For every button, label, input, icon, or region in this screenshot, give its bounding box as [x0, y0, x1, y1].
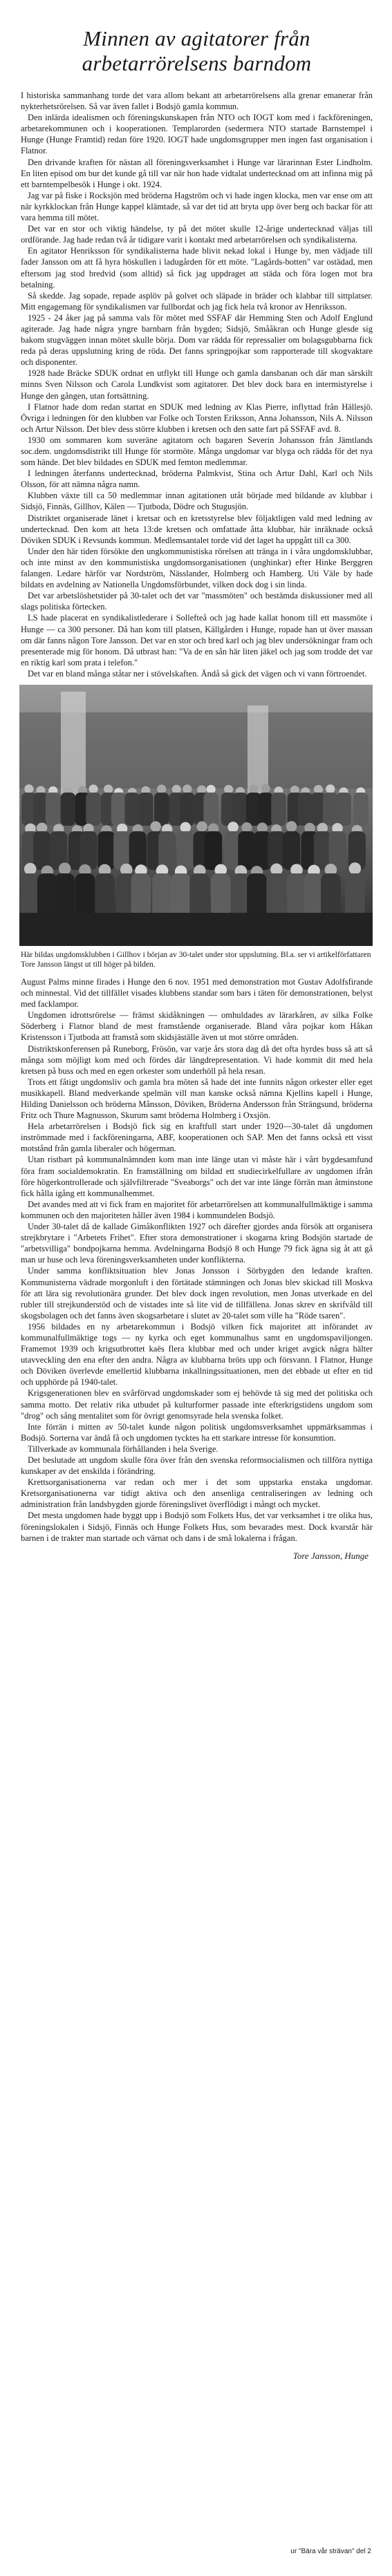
- article-paragraph: Inte förrän i mitten av 50-talet kunde någon politisk ungdomsverksamhet uppmärksammas i Bodsjö. Sorterna var ändå få och ungdomen tycktes ha ett starkare intresse för konsumtion.: [21, 1421, 373, 1443]
- photo-caption: Här bildas ungdomsklubben i Gillhov i början av 30-talet under stor uppslutning. Bl.a. ser vi artikelförfattaren Tore Jansson längst ut till höger på bilden.: [21, 950, 371, 969]
- source-note: ur "Bära vår strävan" del 2: [290, 2548, 371, 2555]
- article-paragraph: LS hade placerat en syndikalistlederare i Sollefteå och jag hade kallat honom till ett massmöte i Hunge — ca 300 personer. Då han kom till platsen, Källgården i Hunge, ropade han ut över massan om där fanns någon Tore Jansson. Det var en stor och bred karl och jag blev undersökningar fram och presenterade mig för honom. Då utbrast han: "Va de en sån här liten jäkel och jag som trodde det var en riktig karl som prata i telefon.": [21, 613, 373, 667]
- article-paragraph: Det var en stor och viktig händelse, ty på det mötet skulle 12-årige undertecknad väljas till ordförande. Jag hade redan två år tidigare varit i kontakt med arbetarrörelsen och syndikalisterna.: [21, 224, 373, 245]
- article-title-line-2: arbetarrörelsens barndom: [82, 51, 312, 75]
- article-paragraph: I ledningen återfanns undertecknad, bröderna Palmkvist, Stina och Artur Dahl, Karl och Nils Olsson, för att nämna några namn.: [21, 468, 373, 490]
- article-paragraph: Under 30-talet då de kallade Gimåkonflikten 1927 och därefter gjordes anda försök att organisera strejkbrytare i "Arbetets Frihet". Efter stora demonstrationer i skogarna kring Bodsjön startade de "arbetsvilliga" bondpojkarna hemma. Avdelningarna Bodsjö 8 och Hunge 79 fick ägna sig åt att gå man ur huse och leva föreningsverksamheten under konflikterna.: [21, 1222, 373, 1265]
- article-paragraph: Jag var på fiske i Rocksjön med bröderna Hagström och vi hade ingen klocka, men var ense om att när kyrkklockan från Hunge kappel klämtade, så var det tid att bryta upp över berg och backar för att vara hemma till mötet.: [21, 190, 373, 223]
- article-paragraph: 1928 hade Bräcke SDUK ordnat en utflykt till Hunge och gamla dansbanan och där man särskilt minns Sven Nilsson och Carola Lundkvist som agitatorer. Det blev dock bara en intermistyrelse i Hunge den gången, utan fortsättning.: [21, 368, 373, 401]
- article-paragraph: Den drivande kraften för nästan all föreningsverksamhet i Hunge var lärarinnan Ester Lindholm. En liten episod om bur det kunde gå till var när hon hade vidtalat undertecknad om att infinna mig på ett barntempelbesök i Hunge i okt. 1924.: [21, 157, 373, 189]
- article-paragraph: Distriktskonferensen på Runeborg, Frösön, var varje års stora dag då det ofta hyrdes buss så att så många som möjligt kom med och fördes där längdrepresentation. Vi hade kommit dit med hela kretsen på buss och med en egen orkester som underhöll på hela resan.: [21, 1043, 373, 1076]
- article-paragraph: Under samma konfliktsituation blev Jonas Jonsson i Sörbygden den ledande kraften. Kommunisterna vädrade morgonluft i den förtätade stämningen och Jonas blev skickad till Moskva för att lära sig revolutionära grunder. Det blev dock ingen revolution, men Jonas utverkade en del rubler till strejkunderstöd och de vistades inte så lite vid de tillfällena. Jonas skrev en skrifvåld till skogsbolagen och det fanns även skogsarbetare i slutet av 20-talet som ville ha "Röde tsaren".: [21, 1266, 373, 1320]
- article-paragraph: En agitator Henriksson för syndikalisterna hade blivit nekad lokal i Hunge by, men vädjade till fader Jansson om att få hyra höskullen i ladugården för ett möte. "Lagårds-botten" var ostädad, men eftersom jag stod bredvid (som alltid) så fick jag uppdraget att städa och föra logen mot bra betalning.: [21, 246, 373, 290]
- article-paragraph: Det beslutade att ungdom skulle föra över från den svenska reformsocialismen och tillföra nyttiga kunskaper av det enskilda i förändring.: [21, 1455, 373, 1477]
- article-paragraph: Distriktet organiserade länet i kretsar och en kretsstyrelse blev följaktligen vald med ledning av undertecknad. Den kom att heta 13:de kretsen och omfattade åtta klubbar, här inräknade också Döviken SDUK i Revsunds kommun. Medlemsantalet torde vid det laget ha uppgått till ca 300.: [21, 513, 373, 545]
- article-paragraph: Hela arbetarrörelsen i Bodsjö fick sig en kraftfull start under 1920—30-talet då ungdomen inströmmade med i fackföreningarna, ABF, kooperationen och SAP. Men det fanns också ett visst motstånd från gamla liberaler och högerman.: [21, 1121, 373, 1154]
- article-paragraph: Det avandes med att vi fick fram en majoritet för arbetarrörelsen att kommunalfullmäktige i samma kommunen och den majoriteten håller även 1984 i kommundelen Bodsjö.: [21, 1199, 373, 1220]
- article-paragraph: Det var arbetslöshetstider på 30-talet och det var "massmöten" och bestämda diskussioner med all slags politiska förtecken.: [21, 591, 373, 612]
- article-paragraph: I Flatnor hade dom redan startat en SDUK med ledning av Klas Pierre, inflyttad från Hällesjö. Övriga i ledningen för den klubben var Folke och Torsten Eriksson, Anna Johansson, Nils A. Nilsson och Artur Nilsson. Det blev dess större klubben i kretsen och den satte fart på SSFAF avd. 8.: [21, 401, 373, 434]
- article-paragraph: August Palms minne firades i Hunge den 6 nov. 1951 med demonstration mot Gustav Adolfsfirande och minnestal. Vid det tillfället visades klubbens standar som bars i täten för demonstrationen, belyst med facklampor.: [21, 976, 373, 1010]
- article-paragraph: Det mesta ungdomen hade byggt upp i Bodsjö som Folkets Hus, det var verksamhet i tre olika hus, föreningslokalen i Sidsjö, Finnäs och Hunge Folkets Hus, som bevarades mest. Dock kvarstår här barnen i de trakter man startade och värnat och dans i de små lokalerna i frågan.: [21, 1510, 373, 1543]
- article-paragraph: Under den här tiden försökte den ungkommunistiska rörelsen att tränga in i våra ungdomsklubbar, och inte minst av den kommunistiska ungdomsorganisationen (unghinkar) efter Hinke Berggren falangen. Ledare härför var Nordström, Nässlander, Holmberg och Hamberg. Uti Väle by hade bildats en avdelning av Nationella Ungdomsförbundet, vilken dock dog i sin linda.: [21, 546, 373, 590]
- article-paragraph: 1930 om sommaren kom suveräne agitatorn och bagaren Severin Johansson från Jämtlands soc.dem. ungdomsdistrikt till Hunge för stormöte. Många ungdomar var blyga och rädda för det nya som hände. Det blev bildades en SDUK med femton medlemmar.: [21, 435, 373, 468]
- article-paragraph: I historiska sammanhang torde det vara allom bekant att arbetarrörelsens alla grenar emanerar från nykterhetsrörelsen. Så var även fallet i Bodsjö gamla kommun.: [21, 91, 373, 112]
- crowd-of-people: [20, 784, 368, 918]
- article-body-before-photo: [21, 90, 373, 679]
- article-paragraph: Krettsorganisationerna var redan och mer i det som uppstarka enstaka ungdomar. Kretsorganisationerna var tidigt aktiva och den ansenliga centraliseringen av ledning och administration från landsbygden gjorde föreningslivet överflödigt i mångt och mycket.: [21, 1477, 373, 1510]
- article-body-after-photo: [21, 976, 373, 1544]
- article-paragraph: Trots ett fåtigt ungdomsliv och gamla bra möten så hade det inte funnits någon orkester eller eget musikkapell. Bland medverkande spelmän vill man kanske också nämna Kjellins kapell i Hunge, Hilding Danielsson och bröderna Månsson, Döviken, Bröderna Andersson från Strängsund, bröderna Fritz och Thure Magnusson, Skurum samt bröderna Holmberg i Oxsjön.: [21, 1077, 373, 1121]
- article-paragraph: Utan ristbart på kommunalnämnden kom man inte länge utan vi måste här i vårt bygdesamfund föra fram socialdemokratin. En framställning om bildad ett studiecirkelfullare av ungdomen ifrån före högerkontrollerade och självfiltrerade "Sveaborgs" och det var inte länge förrän man åtminstone fick hålla igång ett kommunalhemmet.: [21, 1155, 373, 1198]
- group-photo: [19, 685, 373, 946]
- article-paragraph: Så skedde. Jag sopade, repade asplöv på golvet och släpade in bräder och klabbar till sittplatser. Mitt engagemang för syndikalismen var fullbordat och jag fick hela två kronor av Henriksson.: [21, 290, 373, 312]
- article-paragraph: Den inlärda idealismen och föreningskunskapen från NTO och IOGT kom med i fackföreningen, arbetarekommunen och i kooperationen. Templarorden (sedermera NTO startade Barnstempel i Hunge (Hunge Framtid) redan före 1920. IOGT hade ungdomsgrupper men ingen fast organisation i Flatnor.: [21, 113, 373, 156]
- article-title: [21, 26, 373, 76]
- article-paragraph: Klubben växte till ca 50 medlemmar innan agitationen utåt började med bildande av klubbar i Sidsjö, Finnäs, Gillhov, Kälen — Tjutboda, Dödre och Stugusjön.: [21, 491, 373, 512]
- article-title-line-1: Minnen av agitatorer från: [83, 26, 310, 50]
- article-paragraph: Det var en bland många ståtar ner i stövelskaften. Ändå så gick det vägen och vi vann förtroendet.: [28, 668, 367, 679]
- article-paragraph: Tillverkade av kommunala förhållanden i hela Sverige.: [28, 1443, 218, 1454]
- article-paragraph: Krigsgenerationen blev en svårförvad ungdomskader som ej behövde tä sig med det politiska och samma motto. Det relativ rika utbudet på kulturformer passade inte efterkrigstidens ungdom som "drog" och sång mentalitet som för övrigt genomsyrade hela svenska folket.: [21, 1388, 373, 1421]
- article-paragraph: Ungdomen idrottsrörelse — främst skidåkningen — omhuldades av lärarkåren, av silka Folke Söderberg i Flatnor bland de mest framstående organiserade. Bland våra pojkar kom Håkan Kristensson i Tjutboda att framstå som skidsjäställe även ut mot större områden.: [21, 1010, 373, 1043]
- article-paragraph: 1956 bildades en ny arbetarekommun i Bodsjö vilken fick majoritet att införandet av kommunalfullmäktige togs — ny kyrka och eget kommunalhus samt en ungdomspaviljongen. Framemot 1939 och krigsutbrottet kaës flera klubbar med och under kriget avgick några hälter utavveckling den ena efter den andra. Några av klubbarna bröts upp och försvann. I Flatnor, Hunge och Döviken överlevde emellertid klubbarna inkallningssituationen, men det ebbade ut efter en tid och upphörde på 1940-talet.: [21, 1321, 373, 1388]
- article-paragraph: 1925 - 24 åker jag på samma vals för mötet med SSFAF där Hemming Sten och Adolf Englund agiterade. Jag hade några yngre barnbarn från bygden; Sidsjö, Smååkran och Hunge glesde sig bakom stugväggen innan mötet skulle börja. Dom var rädda för repressalier om bolagsgubbarna fick reda på deras uppslutning kring de röda. Det fanns springpojkar som rapporterade till skogvaktare och disponenter.: [21, 312, 373, 368]
- author-signature: Tore Jansson, Hunge: [292, 1550, 368, 1561]
